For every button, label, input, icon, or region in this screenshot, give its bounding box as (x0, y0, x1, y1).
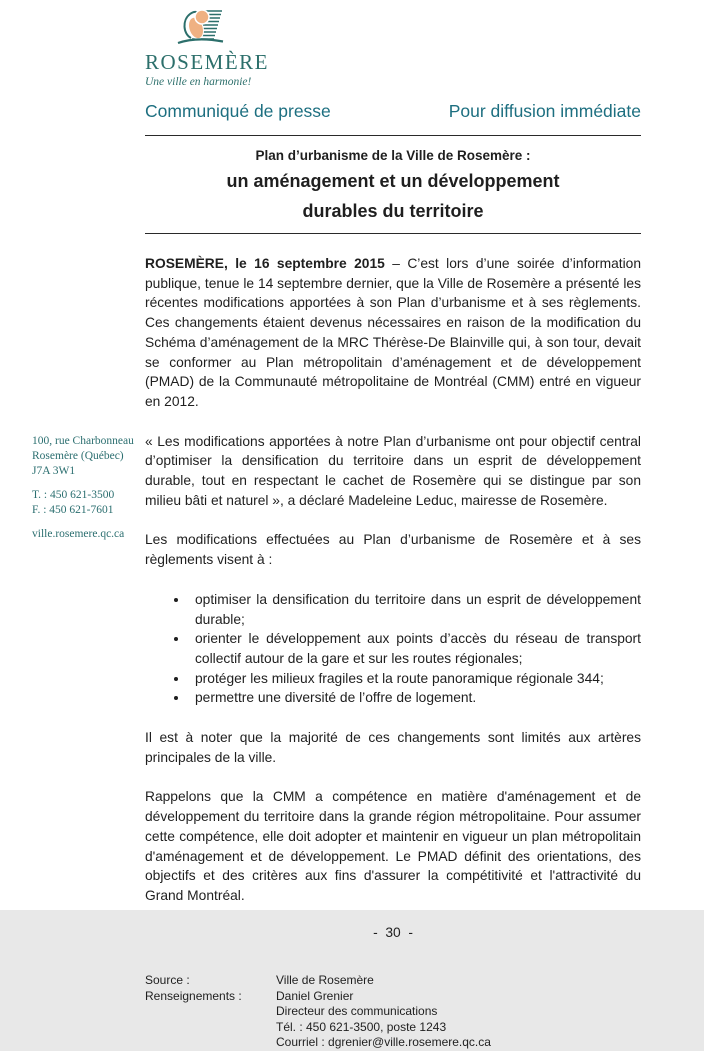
title-line-3: durables du territoire (302, 201, 484, 221)
objectives-list (145, 590, 641, 708)
article-text (145, 254, 641, 942)
press-release-header (145, 101, 641, 122)
fax-number: F. : 450 621-7601 (32, 504, 114, 516)
rosemere-flower-icon (177, 8, 225, 48)
contact-footer (145, 973, 641, 1051)
list-item: • permettre une diversité de l’offre de logement. (189, 688, 641, 708)
website-url: ville.rosemere.qc.ca (32, 528, 125, 540)
title-line-2: un aménagement et un développement (226, 171, 560, 191)
logo-wordmark: ROSEMÈRE (145, 50, 270, 74)
contact-email: Courriel : dgrenier@ville.rosemere.qc.ca (276, 1035, 491, 1050)
source-label: Source : (145, 973, 190, 988)
title-subtitle: Plan d’urbanisme de la Ville de Rosemère : (255, 148, 531, 163)
end-of-release-mark: - 30 - (373, 924, 413, 940)
address-line: 100, rue Charbonneau (32, 435, 134, 447)
address-block (32, 434, 144, 551)
title-divider (145, 233, 641, 234)
contact-phone: Tél. : 450 621-3500, poste 1243 (276, 1019, 447, 1034)
document-body (145, 0, 641, 1051)
list-item: • orienter le développement aux points d’accès du réseau de transport collectif autour de la gare et sur les routes régionales; (189, 629, 641, 668)
logo-tagline: Une ville en harmonie! (145, 76, 252, 88)
header-communique-label: Communiqué de presse (145, 101, 331, 121)
paragraph-intro-text: – C’est lors d’une soirée d’information publique, tenue le 14 septembre dernier, que la Ville de Rosemère a présenté les récentes modifications apportées à son Plan d’urbanisme et à ses règlements. Ces changements étaient devenus nécessaires en raison de la modification du Schéma d’aménagement de la MRC Thérèse-De Blainville qui, à son tour, devait se conformer au Plan métropolitain d’aménagement et de développement (PMAD) de la Communauté métropolitaine de Montréal (CMM) entré en vigueur en 2012. (145, 256, 641, 409)
header-diffusion-label: Pour diffusion immédiate (448, 101, 641, 121)
phone-number: T. : 450 621-3500 (32, 489, 115, 501)
paragraph-intro (145, 254, 641, 412)
paragraph-modifications: Les modifications effectuées au Plan d’urbanisme de Rosemère et à ses règlements visent à : (145, 532, 641, 568)
header-divider (145, 135, 641, 136)
paragraph-note: Il est à noter que la majorité de ces changements sont limités aux artères principales de la ville. (145, 730, 641, 765)
city-logo (145, 0, 641, 88)
list-item: • optimiser la densification du territoire dans un esprit de développement durable; (189, 590, 641, 629)
paragraph-quote: « Les modifications apportées à notre Plan d’urbanisme ont pour objectif central d’optimiser la densification du territoire dans un esprit de développement durable, tout en respectant le cachet de Rosemère qui se distingue par son milieu bâti et naturel », a déclaré Madeleine Leduc, mairesse de Rosemère. (145, 433, 641, 508)
contact-name: Daniel Grenier (276, 988, 354, 1003)
paragraph-cmm: Rappelons que la CMM a compétence en matière d'aménagement et de développement du territoire dans la grande région métropolitaine. Pour assumer cette compétence, elle doit adopter et maintenir en vigueur un plan métropolitain d'aménagement et de développement. Le PMAD définit des orientations, des objectifs et des critères aux fins d'assurer la compétitivité et l'attractivité du Grand Montréal. (145, 789, 641, 903)
list-item: • protéger les milieux fragiles et la route panoramique régionale 344; (189, 669, 641, 689)
source-value: Ville de Rosemère (276, 973, 374, 988)
address-line: Rosemère (Québec) (32, 450, 124, 462)
contact-title: Directeur des communications (276, 1004, 438, 1019)
document-title (145, 146, 641, 226)
dateline: ROSEMÈRE, le 16 septembre 2015 (145, 256, 385, 271)
contact-label: Renseignements : (145, 988, 242, 1003)
address-line: J7A 3W1 (32, 465, 76, 477)
